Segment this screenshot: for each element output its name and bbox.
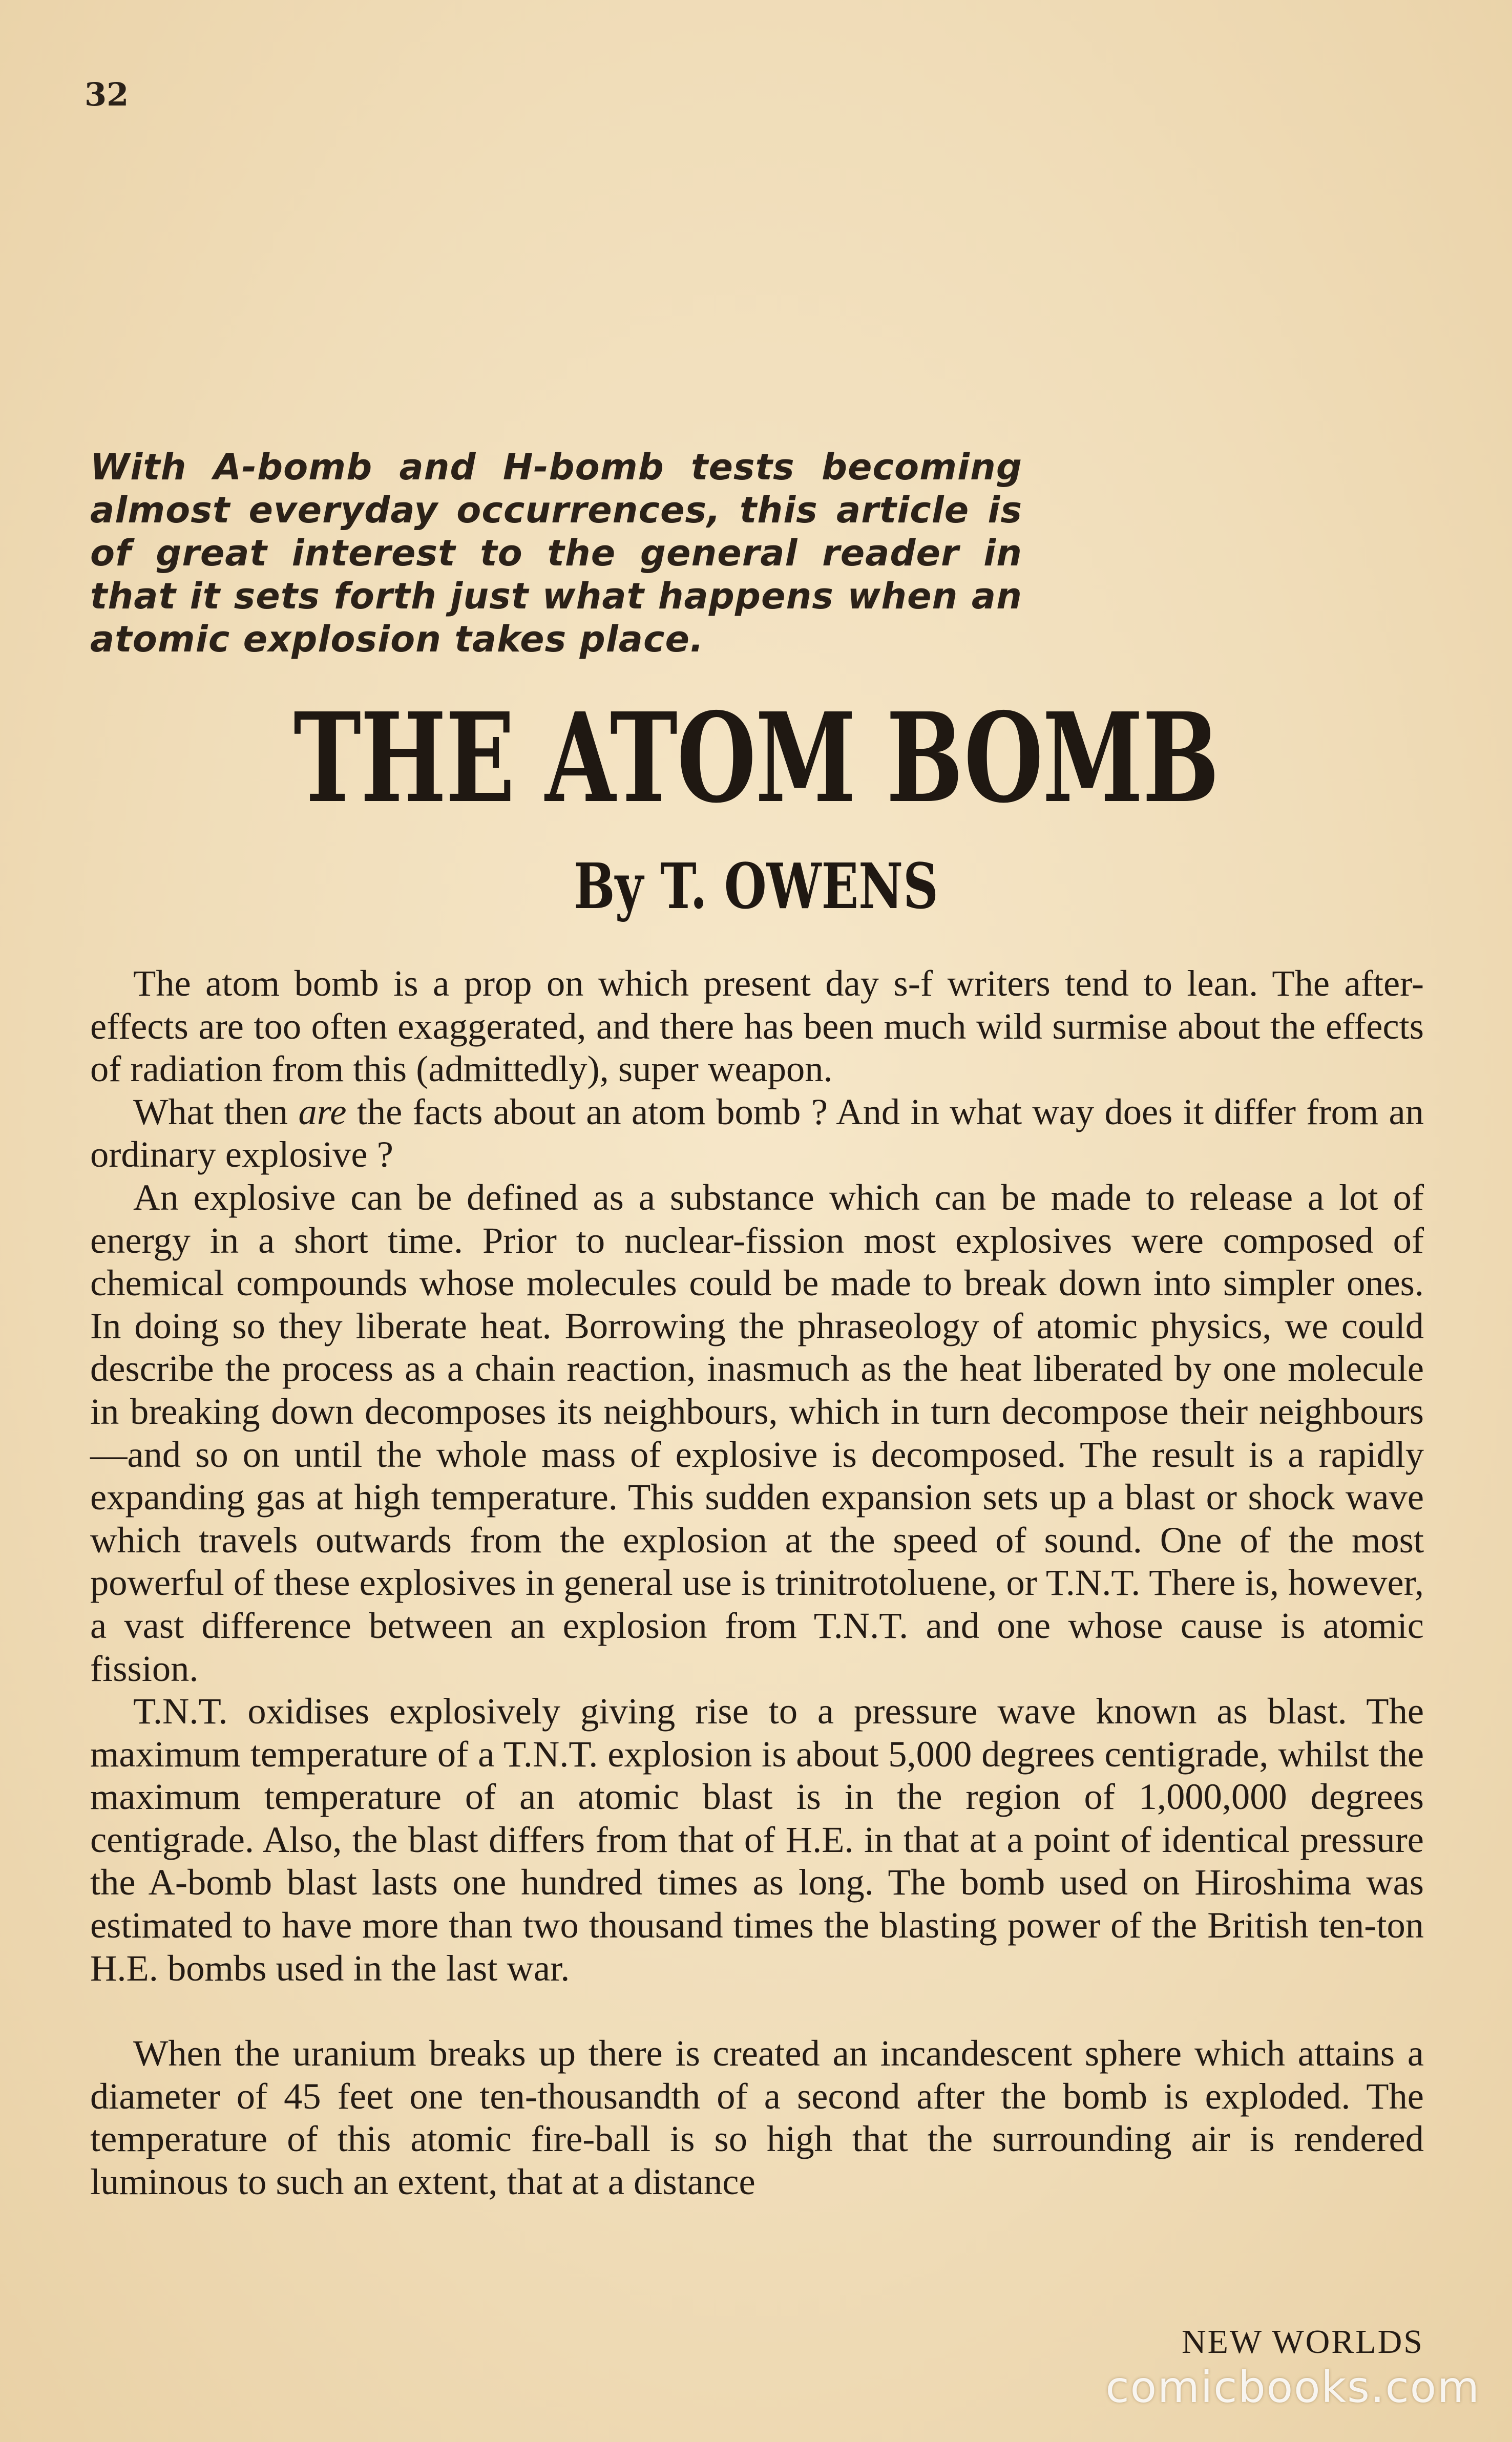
paragraph: The atom bomb is a prop on which present day s-f writers tend to lean. The after-effects are too often exaggerated, and there has been much wild surmise about the effects of radiation from this (admittedly), super weapon. (90, 962, 1424, 1090)
paragraph: An explosive can be defined as a substance which can be made to release a lot of energy in a short time. Prior to nuclear-fission most explosives were composed of chemical compounds whose molecules could be made to break down into simpler ones. In doing so they liberate heat. Borrowing the phraseology of atomic physics, we could describe the process as a chain reaction, inasmuch as the heat liberated by one molecule in breaking down decomposes its neighbours, which in turn decompose their neighbours—and so on until the whole mass of explosive is decomposed. The result is a rapidly expanding gas at high temperature. This sudden expansion sets up a blast or shock wave which travels outwards from the explosion at the speed of sound. One of the most powerful of these explosives in general use is trinitrotoluene, or T.N.T. There is, however, a vast difference between an explosion from T.N.T. and one whose cause is atomic fission. (90, 1176, 1424, 1689)
paragraph: T.N.T. oxidises explosively giving rise to a pressure wave known as blast. The maximum temperature of a T.N.T. explosion is about 5,000 degrees centigrade, whilst the maximum temperature of an atomic blast is in the region of 1,000,000 degrees centigrade. Also, the blast differs from that of H.E. in that at a point of identical pressure the A-bomb blast lasts one hundred times as long. The bomb used on Hiroshima was estimated to have more than two thousand times the blasting power of the British ten-ton H.E. bombs used in the last war. (90, 1690, 1424, 1989)
watermark: comicbooks.com (1105, 2362, 1480, 2412)
paragraph: When the uranium breaks up there is created an incandescent sphere which attains a diameter of 45 feet one ten-thousandth of a second after the bomb is exploded. The temperature of this atomic fire-ball is so high that the surrounding air is rendered luminous to such an extent, that at a distance (90, 2032, 1424, 2203)
article-byline: By T. OWENS (574, 849, 938, 923)
magazine-name-footer: NEW WORLDS (1181, 2323, 1424, 2361)
article-body (90, 962, 1424, 2203)
paragraph-text: the facts about an atom bomb ? And in what way does it differ from an ordinary explosive ? (90, 1090, 1424, 1175)
article-title: THE ATOM BOMB (293, 686, 1219, 830)
paragraph (90, 1090, 1424, 1176)
page-number: 32 (85, 76, 129, 113)
paragraph-text: What then (133, 1090, 299, 1132)
article-intro: With A-bomb and H-bomb tests becoming almost everyday occurrences, this article is of great interest to the general reader in that it sets forth just what happens when an atomic explosion takes place. (90, 446, 1022, 660)
emphasis-text: are (298, 1090, 347, 1132)
